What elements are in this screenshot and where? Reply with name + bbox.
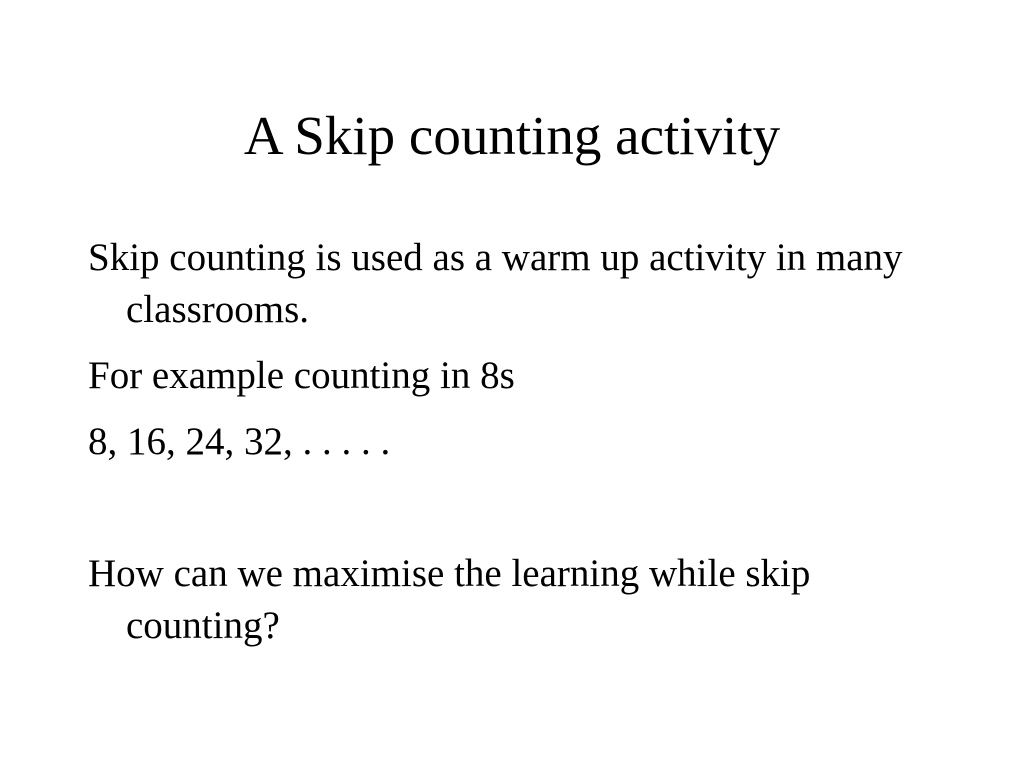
slide-title: A Skip counting activity	[243, 105, 781, 166]
blank-line	[88, 482, 948, 534]
bullet-intro: Skip counting is used as a warm up activity in many classrooms.	[88, 236, 903, 331]
slide-body	[88, 232, 948, 666]
bullet-example: For example counting in 8s	[88, 354, 515, 397]
bullet-sequence: 8, 16, 24, 32, . . . . .	[88, 420, 391, 463]
bullet-question: How can we maximise the learning while skip counting?	[88, 552, 811, 647]
